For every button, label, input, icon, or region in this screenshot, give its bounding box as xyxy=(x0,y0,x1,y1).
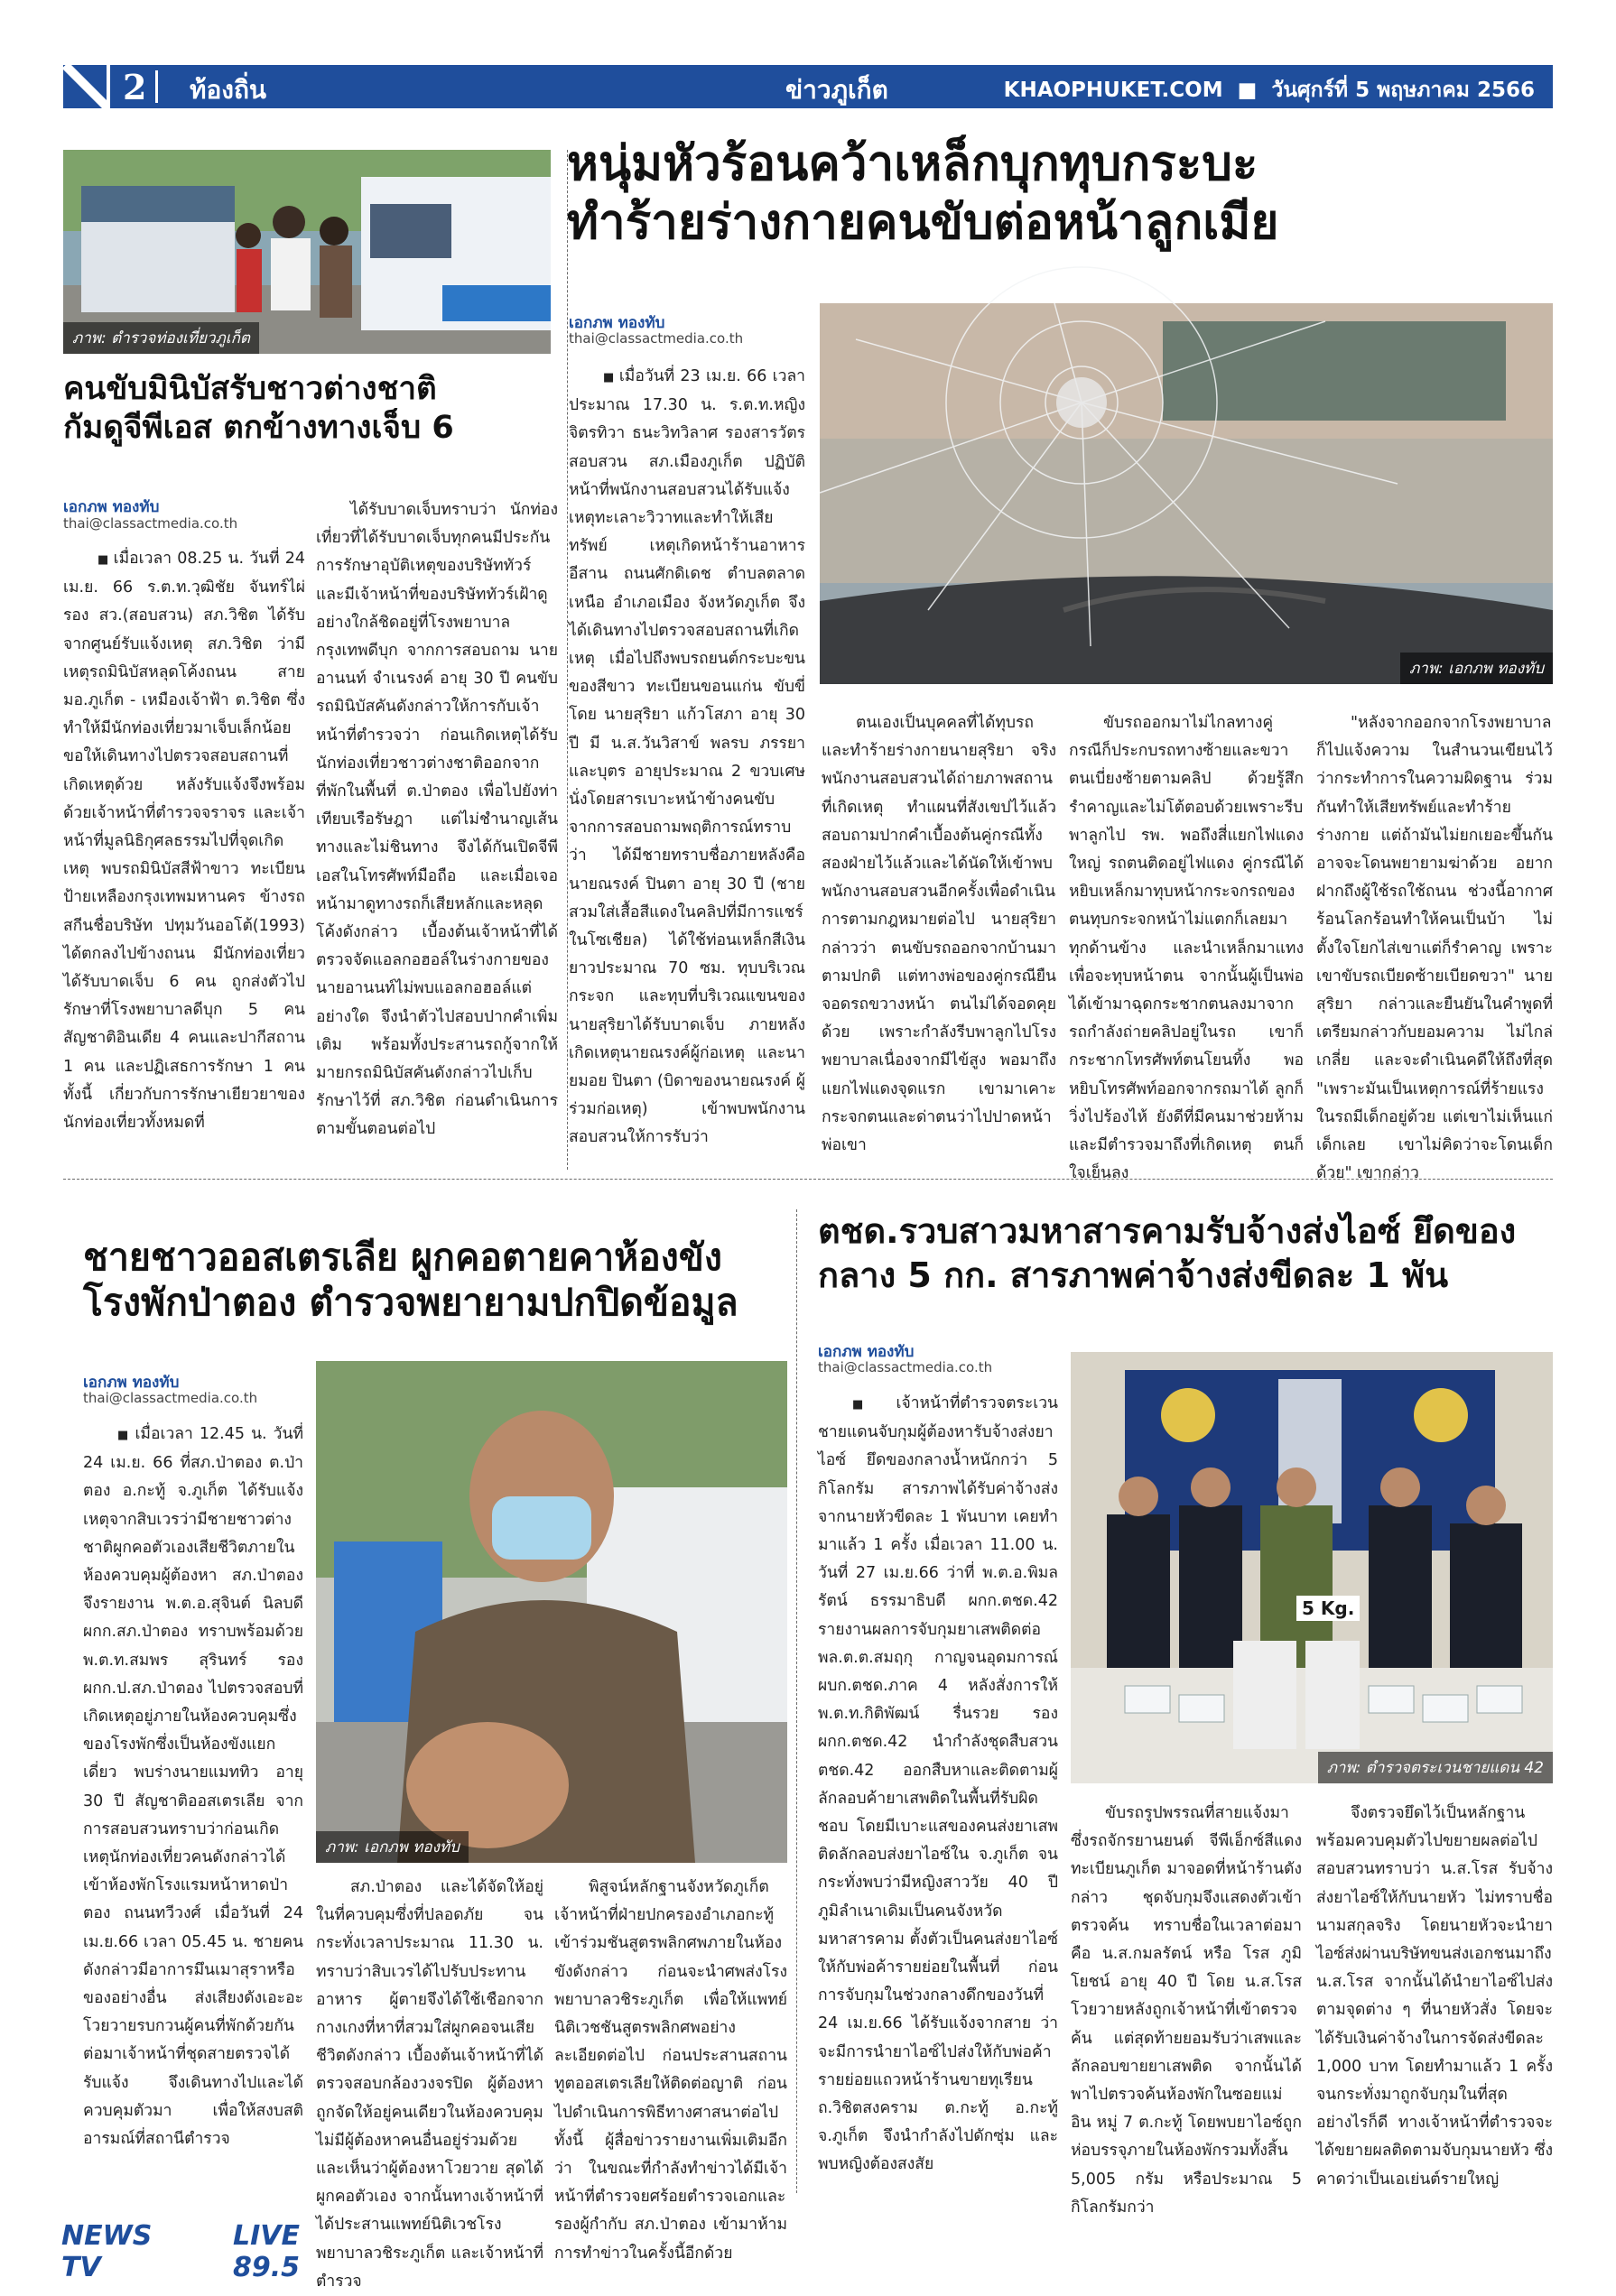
police-officer-svg xyxy=(316,1361,787,1863)
story4-column-3 xyxy=(1316,1800,1553,2195)
story2-byline: เอกภพ ทองทับ xyxy=(63,498,160,516)
broken-windshield-svg xyxy=(820,303,1553,684)
story4-col3-text: จึงตรวจยึดไว้เป็นหลักฐานพร้อมควบคุมตัวไปขยายผลต่อไป สอบสวนทราบว่า น.ส.โรส รับจ้างส่งยาไอซ์ให้กับนายหัว ไม่ทราบชื่อนามสกุลจริง โดยนายหัวจะนำยาไอซ์ส่งผ่านบริษัทขนส่งเอกชนมาถึง น.ส.โรส จากนั้นได้นำยาไอซ์ไปส่งตามจุดต่าง ๆ ที่นายหัวสั่ง โดยจะได้รับเงินค่าจ้างในการจัดส่งขีดละ 1,000 บาท โดยทำมาแล้ว 1 ครั้ง จนกระทั่งมาถูกจับกุมในที่สุด อย่างไรก็ดี ทางเจ้าหน้าที่ตำรวจจะได้ขยายผลติดตามจับกุมนายหัว ซึ่งคาดว่าเป็นเอเย่นต์รายใหญ่ xyxy=(1316,1804,1553,2189)
story1-col1-text: ■ เมื่อวันที่ 23 เม.ย. 66 เวลาประมาณ 17.30 น. ร.ต.ท.หญิง จิตรทิวา ธนะวิทวิลาศ รองสารวัตรสอบสวน สภ.เมืองภูเก็ต ปฏิบัติหน้าที่พนักงานสอบสวนได้รับแจ้งเหตุทะเลาะวิวาทและทำให้เสียทรัพย์ เหตุเกิดหน้าร้านอาหารอีสาน ถนนศักดิเดช ตำบลตลาดเหนือ อำเภอเมือง จังหวัดภูเก็ต จึงได้เดินทางไปตรวจสอบสถานที่เกิดเหตุ เมื่อไปถึงพบรถยนต์กระบะขนของสีขาว ทะเบียนขอนแก่น ขับขี่โดย นายสุริยา แก้วโสภา อายุ 30 ปี มี น.ส.วันวิสาข์ พลรบ ภรรยาและบุตร อายุประมาณ 2 ขวบเศษ นั่งโดยสารเบาะหน้าข้างคนขับ จากการสอบถามพฤติการณ์ทราบว่า ได้มีชายทราบชื่อภายหลังคือ นายณรงค์ ปินตา อายุ 30 ปี (ชายสวมใส่เสื้อสีแดงในคลิปที่มีการแชร์ในโซเชียล) ได้ใช้ท่อนเหล็กสีเงินยาวประมาณ 70 ซม. ทุบบริเวณกระจก และทุบที่บริเวณแขนของนายสุริยาได้รับบาดเจ็บ ภายหลังเกิดเหตุนายณรงค์ผู้ก่อเหตุ และนายมอย ปินตา (บิดาของนายณรงค์ ผู้ร่วมก่อเหตุ) เข้าพบพนักงานสอบสวนให้การรับว่า xyxy=(569,363,805,1153)
section-divider xyxy=(63,1179,1553,1180)
story3-email: thai@classactmedia.co.th xyxy=(83,1390,258,1406)
section-name: ท้องถิ่น xyxy=(190,75,267,105)
broken-windshield-photo xyxy=(820,303,1553,684)
minibus-photo xyxy=(63,150,551,354)
brand-logo: ข่าวภูเก็ต xyxy=(785,75,888,105)
story3-column-2 xyxy=(316,1874,543,2291)
news-tv-logo: NEWS TV xyxy=(61,2220,153,2283)
story1-headline-line2: ทำร้ายร่างกายคนขับต่อหน้าลูกเมีย xyxy=(567,194,1279,250)
story2-col2-text: ได้รับบาดเจ็บทราบว่า นักท่องเที่ยวที่ได้รับบาดเจ็บทุกคนมีประกันการรักษาอุบัติเหตุของบริษัททัวร์ และมีเจ้าหน้าที่ของบริษัททัวร์เฝ้าดูอย่างใกล้ชิดอยู่ที่โรงพยาบาลกรุงเทพดีบุก จากการสอบถาม นายอานนท์ จำเนรงค์ อายุ 30 ปี คนขับรถมินิบัสคันดังกล่าวให้การกับเจ้าหน้าที่ตำรวจว่า ก่อนเกิดเหตุได้รับนักท่องเที่ยวชาวต่างชาติออกจากที่พักในพื้นที่ ต.ป่าตอง เพื่อไปยังท่าเทียบเรือรัษฎา แต่ไม่ชำนาญเส้นทางและไม่ชินทาง จึงได้กันเปิดจีพีเอสในโทรศัพท์มือถือ และเมื่อเจอหน้ามาดูทางรถก็เสียหลักและหลุดโค้งดังกล่าว เบื้องต้นเจ้าหน้าที่ได้ตรวจจัดแอลกอฮอล์ในร่างกายของนายอานนท์ไม่พบแอลกอฮอล์แต่อย่างใด จึงนำตัวไปสอบปากคำเพิ่มเติม พร้อมทั้งประสานรถกู้จากให้มายกรถมินิบัสคันดังกล่าวไปเก็บรักษาไว้ที่ สภ.วิชิต ก่อนดำเนินการตามขั้นตอนต่อไป xyxy=(316,501,558,1139)
story1-column-4 xyxy=(1316,709,1553,1183)
live-radio-logo: LIVE 89.5 xyxy=(233,2220,301,2283)
header-divider xyxy=(155,70,158,103)
story2-headline-line1: คนขับมินิบัสรับชาวต่างชาติ xyxy=(63,371,437,407)
story2-col1-text: ■ เมื่อเวลา 08.25 น. วันที่ 24 เม.ย. 66 ร.ต.ท.วุฒิชัย จันทร์ไผ่ รอง สว.(สอบสวน) สภ.วิชิต ได้รับจากศูนย์รับแจ้งเหตุ สภ.วิชิต ว่ามีเหตุรถมินิบัสหลุดโค้งถนน สาย มอ.ภูเก็ต - เหมืองเจ้าฟ้า ต.วิชิต ซึ่งทำให้มีนักท่องเที่ยวมาเจ็บเล็กน้อย ขอให้เดินทางไปตรวจสอบสถานที่เกิดเหตุด้วย หลังรับแจ้งจึงพร้อมด้วยเจ้าหน้าที่ตำรวจจราจร และเจ้าหน้าที่มูลนิธิกุศลธรรมไปที่จุดเกิดเหตุ พบรถมินิบัสสีฟ้าขาว ทะเบียนป้ายเหลืองกรุงเทพมหานคร ข้างรถสกีนชื่อบริษัท ปทุมวันออโต้(1993) ได้ตกลงไปข้างถนน มีนักท่องเที่ยวได้รับบาดเจ็บ 6 คน ถูกส่งตัวไปรักษาที่โรงพยาบาลดีบุก 5 คน สัญชาติอินเดีย 4 คนและปากีสถาน 1 คน และปฏิเสธการรักษา 1 คน ทั้งนี้ เกี่ยวกับการรักษาเยียวยาของนักท่องเที่ยวทั้งหมดที่ xyxy=(63,545,305,1137)
story3-column-3 xyxy=(554,1874,787,2263)
story4-headline-line1: ตชด.รวบสาวมหาสารคามรับจ้างส่งไอซ์ ยึดของ xyxy=(818,1211,1517,1251)
story3-col2-text: สภ.ป่าตอง และได้จัดให้อยู่ในที่ควบคุมซึ่งที่ปลอดภัย จนกระทั่งเวลาประมาณ 11.30 น. ทราบว่าสิบเวรได้ไปรับประทานอาหาร ผู้ตายจึงได้ใช้เชือกจากกางเกงที่หาที่สวมใส่ผูกคอจนเสียชีวิตดังกล่าว เบื้องต้นเจ้าหน้าที่ได้ตรวจสอบกล้องวงจรปิด ผู้ต้องหาถูกจัดให้อยู่คนเดียวในห้องควบคุมไม่มีผู้ต้องหาคนอื่นอยู่ร่วมด้วย และเห็นว่าผู้ต้องหาโวยวาย สุดได้ผูกคอตัวเอง จากนั้นทางเจ้าหน้าที่ได้ประสานแพทย์นิติเวชโรงพยาบาลวชิระภูเก็ต และเจ้าหน้าที่ตำรวจ xyxy=(316,1878,543,2291)
photo-caption: ภาพ: เอกภพ ทองทับ xyxy=(1400,653,1553,684)
column-divider xyxy=(796,1209,797,2193)
column-divider xyxy=(567,150,568,1170)
story1-email: thai@classactmedia.co.th xyxy=(569,330,744,347)
story1-column-3 xyxy=(1069,709,1304,1183)
story4-column-1 xyxy=(818,1390,1058,2195)
story1-col3-text: ขับรถออกมาไม่ไกลทางคู่กรณีก็ประกบรถทางซ้ายและขวา ตนเบี่ยงซ้ายตามคลิป ด้วยรู้สึกรำคาญและไม่โต้ตอบด้วยเพราะรีบพาลูกไป รพ. พอถึงสี่แยกไฟแดงใหญ่ รถตนติดอยู่ไฟแดง คู่กรณีได้หยิบเหล็กมาทุบหน้ากระจกรถของตนทุบกระจกหน้าไม่แตกก็เลยมาทุกด้านข้าง และนำเหล็กมาแทงเพื่อจะทุบหน้าตน จากนั้นผู้เป็นพ่อได้เข้ามาฉุดกระชากตนลงมาจากรถกำลังถ่ายคลิปอยู่ในรถ เขาก็กระชากโทรศัพท์ตนโยนทิ้ง พอหยิบโทรศัพท์ออกจากรถมาได้ ลูกก็วิ่งไปร้องไห้ ยังดีที่มีคนมาช่วยห้ามและมีตำรวจมาถึงที่เกิดเหตุ ตนก็ใจเย็นลง xyxy=(1069,714,1304,1183)
story3-headline-line1: ชายชาวออสเตรเลีย ผูกคอตายคาห้องขัง xyxy=(83,1236,722,1279)
story1-col2-text: ตนเองเป็นบุคคลที่ได้ทุบรถและทำร้ายร่างกายนายสุริยา จริง พนักงานสอบสวนได้ถ่ายภาพสถานที่เกิดเหตุ ทำแผนที่สังเขปไว้แล้ว สอบถามปากคำเบื้องต้นคู่กรณีทั้งสองฝ่ายไว้แล้วและได้นัดให้เข้าพบพนักงานสอบสวนอีกครั้งเพื่อดำเนินการตามกฎหมายต่อไป นายสุริยา กล่าวว่า ตนขับรถออกจากบ้านมาตามปกติ แต่ทางพ่อของคู่กรณียืนจอดรถขวางหน้า ตนไม่ได้จอดคุยด้วย เพราะกำลังรีบพาลูกไปโรงพยาบาลเนื่องจากมีไข้สูง พอมาถึงแยกไฟแดงจุดแรก เขามาเคาะกระจกตนและด่าตนว่าไปปาดหน้าพ่อเขา xyxy=(822,714,1056,1155)
story4-column-2 xyxy=(1071,1800,1302,2217)
arrest-photo xyxy=(1071,1352,1553,1783)
story1-column-1 xyxy=(569,363,805,1168)
photo-caption: ภาพ: เอกภพ ทองทับ xyxy=(316,1831,469,1863)
story2-column-1 xyxy=(63,545,305,1168)
story3-column-1 xyxy=(83,1421,303,2195)
square-separator-icon: ■ xyxy=(1230,79,1265,102)
story3-byline: เอกภพ ทองทับ xyxy=(83,1374,180,1392)
story2-column-2 xyxy=(316,496,558,1168)
story1-headline-line1: หนุ่มหัวร้อนคว้าเหล็กบุกทุบกระบะ xyxy=(567,136,1258,191)
story3-headline xyxy=(83,1235,805,1325)
page-header xyxy=(63,65,1553,108)
story3-col1-text: ■ เมื่อเวลา 12.45 น. วันที่ 24 เม.ย. 66 ที่สภ.ป่าตอง ต.ป่าตอง อ.กะทู้ จ.ภูเก็ต ได้รับแจ้งเหตุจากสิบเวรว่ามีชายชาวต่างชาติผูกคอตัวเองเสียชีวิตภายในห้องควบคุมผู้ต้องหา สภ.ป่าตอง จึงรายงาน พ.ต.อ.สุจินต์ นิลบดี ผกก.สภ.ป่าตอง ทราบพร้อมด้วย พ.ต.ท.สมพร สุรินทร์ รอง ผกก.ป.สภ.ป่าตอง ไปตรวจสอบที่เกิดเหตุอยู่ภายในห้องควบคุมซึ่งของโรงพักซึ่งเป็นห้องขังแยกเดี่ยว พบร่างนายแมททิว อายุ 30 ปี สัญชาติออสเตรเลีย จากการสอบสวนทราบว่าก่อนเกิดเหตุนักท่องเที่ยวคนดังกล่าวได้เข้าห้องพักโรงแรมหน้าหาดป่าตอง ถนนทวีวงศ์ เมื่อวันที่ 24 เม.ย.66 เวลา 05.45 น. ชายคนดังกล่าวมีอาการมึนเมาสุราหรือของอย่างอื่น ส่งเสียงดังเอะอะโวยวายรบกวนผู้คนที่พักด้วยกัน ต่อมาเจ้าหน้าที่ชุดสายตรวจได้รับแจ้ง จึงเดินทางไปและได้ควบคุมตัวมา เพื่อให้สงบสติอารมณ์ที่สถานีตำรวจ xyxy=(83,1421,303,2153)
story4-email: thai@classactmedia.co.th xyxy=(818,1359,993,1375)
story4-col1-text: ■ เจ้าหน้าที่ตำรวจตระเวนชายแดนจับกุมผู้ต้องหารับจ้างส่งยาไอซ์ ยึดของกลางน้ำหนักกว่า 5 กิโลกรัม สารภาพได้รับค่าจ้างส่งจากนายหัวขีดละ 1 พันบาท เคยทำมาแล้ว 1 ครั้ง เมื่อเวลา 11.00 น. วันที่ 27 เม.ย.66 ว่าที่ พ.ต.อ.พิมลรัตน์ ธรรมาธิบดี ผกก.ตชด.42 รายงานผลการจับกุมยาเสพติดต่อ พล.ต.ต.สมฤกุ กาญจนอุดมการณ์ ผบก.ตชด.ภาค 4 หลังสั่งการให้ พ.ต.ท.กิติพัฒน์ รื่นรวย รอง ผกก.ตชด.42 นำกำลังชุดสืบสวน ตชด.42 ออกสืบหาและติดตามผู้ลักลอบค้ายาเสพติดในพื้นที่รับผิดชอบ โดยมีเบาะแสของคนส่งยาเสพติดลักลอบส่งยาไอซ์ใน จ.ภูเก็ต จนกระทั่งพบว่ามีหญิงสาววัย 40 ปี ภูมิลำเนาเดิมเป็นคนจังหวัดมหาสารคาม ตั้งตัวเป็นคนส่งยาไอซ์ให้กับพ่อค้ารายย่อยในพื้นที่ ก่อนการจับกุมในช่วงกลางดึกของวันที่ 24 เม.ย.66 ได้รับแจ้งจากสาย ว่าจะมีการนำยาไอซ์ไปส่งให้กับพ่อค้ารายย่อยแถวหน้าร้านขายทุเรียน ถ.วิชิตสงคราม ต.กะทู้ อ.กะทู้ จ.ภูเก็ต จึงนำกำลังไปดักซุ่ม และพบหญิงต้องสงสัย xyxy=(818,1390,1058,2180)
arrest-photo-svg xyxy=(1071,1352,1553,1783)
story2-headline-line2: กัมดูจีพีเอส ตกข้างทางเจ็บ 6 xyxy=(63,409,454,446)
issue-date: วันศุกร์ที่ 5 พฤษภาคม 2566 xyxy=(1271,79,1535,102)
header-site-date xyxy=(1004,74,1535,106)
story1-col4-text: "หลังจากออกจากโรงพยาบาลก็ไปแจ้งความ ในสำนวนเขียนไว้ว่ากระทำการในความผิดฐาน ร่วมกันทำให้เสียทรัพย์และทำร้ายร่างกาย แต่ถ้ามันไม่ยกเยอะขึ้นกัน อาจจะโดนพยายามฆ่าด้วย อยากฝากถึงผู้ใช้รถใช้ถนน ช่วงนี้อากาศร้อนโลกร้อนทำให้คนเป็นบ้า ไม่ตั้งใจโยกไส่เขาแต่ก็รำคาญ เพราะเขาขับรถเบียดซ้ายเบียดขวา" นายสุริยา กล่าวและยืนยันในคำพูดที่เตรียมกล่าวกับยอมความ ไม่ไกล่เกลี่ย และจะดำเนินคดีให้ถึงที่สุด "เพราะมันเป็นเหตุการณ์ที่ร้ายแรง ในรถมีเด็กอยู่ด้วย แต่เขาไม่เห็นแก่เด็กเลย เขาไม่คิดว่าจะโดนเด็กด้วย" เขากล่าว xyxy=(1316,714,1553,1183)
story1-byline: เอกภพ ทองทับ xyxy=(569,314,665,332)
page-number: 2 xyxy=(123,67,147,107)
photo-caption: ภาพ: ตำรวจท่องเที่ยวภูเก็ต xyxy=(63,322,259,354)
story1-headline xyxy=(567,135,1560,252)
story4-headline-line2: กลาง 5 กก. สารภาพค่าจ้างส่งขีดละ 1 พัน xyxy=(818,1255,1449,1296)
story4-byline: เอกภพ ทองทับ xyxy=(818,1343,915,1361)
story1-column-2 xyxy=(822,709,1056,1168)
site-name: KHAOPHUKET.COM xyxy=(1003,79,1223,102)
photo-caption: ภาพ: ตำรวจตระเวนชายแดน 42 xyxy=(1318,1752,1553,1783)
story4-col2-text: ขับรถรูปพรรณที่สายแจ้งมาซึ่งรถจักรยานยนต์ จีพีเอ็กซ์สีแดง ทะเบียนภูเก็ต มาจอดที่หน้าร้านดังกล่าว ชุดจับกุมจึงแสดงตัวเข้าตรวจค้น ทราบชื่อในเวลาต่อมาคือ น.ส.กมลรัตน์ หรือ โรส ภูมิโยชน์ อายุ 40 ปี โดย น.ส.โรสโวยวายหลังถูกเจ้าหน้าที่เข้าตรวจค้น แต่สุดท้ายยอมรับว่าเสพและลักลอบขายยาเสพติด จากนั้นได้พาไปตรวจค้นห้องพักในซอยแม่อิน หมู่ 7 ต.กะทู้ โดยพบยาไอซ์ถูกห่อบรรจุภายในห้องพักรวมทั้งสิ้น 5,005 กรัม หรือประมาณ 5 กิโลกรัมกว่า xyxy=(1071,1804,1302,2217)
story2-email: thai@classactmedia.co.th xyxy=(63,515,238,532)
police-officer-photo xyxy=(316,1361,787,1863)
evidence-weight-label: 5 Kg. xyxy=(1296,1596,1360,1621)
story2-headline xyxy=(63,370,569,447)
story3-col3-text: พิสูจน์หลักฐานจังหวัดภูเก็ต เจ้าหน้าที่ฝ่ายปกครองอำเภอกะทู้ เข้าร่วมชันสูตรพลิกศพภายในห้องขังดังกล่าว ก่อนจะนำศพส่งโรงพยาบาลวชิระภูเก็ต เพื่อให้แพทย์นิติเวชชันสูตรพลิกศพอย่างละเอียดต่อไป ก่อนประสานสถานทูตออสเตรเลียให้ติดต่อญาติ ก่อนไปดำเนินการพิธีทางศาสนาต่อไป ทั้งนี้ ผู้สื่อข่าวรายงานเพิ่มเติมอีกว่า ในขณะที่กำลังทำข่าวได้มีเจ้าหน้าที่ตำรวจยศร้อยตำรวจเอกและรองผู้กำกับ สภ.ป่าตอง เข้ามาห้ามการทำข่าวในครั้งนี้อีกด้วย xyxy=(554,1878,787,2263)
story3-headline-line2: โรงพักป่าตอง ตำรวจพยายามปกปิดข้อมูล xyxy=(83,1281,738,1325)
story4-headline xyxy=(818,1209,1558,1299)
corner-logo-icon xyxy=(63,65,107,108)
